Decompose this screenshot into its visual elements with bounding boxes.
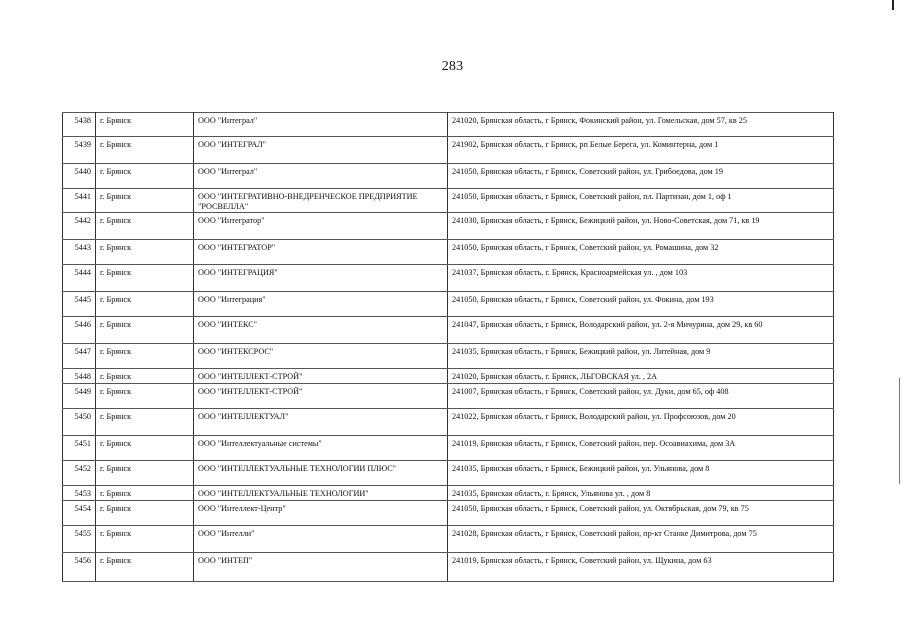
row-organization-name: ООО "Интелли"	[194, 526, 448, 553]
table-row	[63, 213, 834, 240]
table-row	[63, 164, 834, 189]
row-city: г. Брянск	[96, 292, 194, 317]
row-number: 5456	[63, 553, 96, 582]
row-city: г. Брянск	[96, 384, 194, 409]
row-number: 5454	[63, 501, 96, 526]
table-row	[63, 292, 834, 317]
row-organization-name: ООО "Интеграция"	[194, 292, 448, 317]
row-number: 5443	[63, 240, 96, 265]
row-city: г. Брянск	[96, 369, 194, 384]
row-city: г. Брянск	[96, 486, 194, 501]
table-row	[63, 486, 834, 501]
table-row	[63, 384, 834, 409]
table-row	[63, 461, 834, 486]
row-organization-name: ООО "Интеграл"	[194, 113, 448, 137]
row-address: 241037, Брянская область, г. Брянск, Красноармейская ул. , дом 103	[448, 265, 834, 292]
row-number: 5441	[63, 189, 96, 213]
row-address: 241028, Брянская область, г Брянск, Советский район, пр-кт Станке Димитрова, дом 75	[448, 526, 834, 553]
table-row	[63, 369, 834, 384]
row-address: 241050, Брянская область, г Брянск, Советский район, ул. Фокина, дом 193	[448, 292, 834, 317]
row-organization-name: ООО "ИНТЕГРАТИВНО-ВНЕДРЕНЧЕСКОЕ ПРЕДПРИЯТИЕ "РОСВЕЛЛА"	[194, 189, 448, 213]
row-organization-name: ООО "ИНТЕП"	[194, 553, 448, 582]
row-city: г. Брянск	[96, 189, 194, 213]
row-city: г. Брянск	[96, 501, 194, 526]
row-organization-name: ООО "Интеграл"	[194, 164, 448, 189]
row-address: 241035, Брянская область, г Брянск, Бежицкий район, ул. Литейная, дом 9	[448, 344, 834, 369]
row-address: 241020, Брянская область, г. Брянск, ЛЬГОВСКАЯ ул. , 2А	[448, 369, 834, 384]
table-row	[63, 553, 834, 582]
table-row	[63, 240, 834, 265]
row-number: 5444	[63, 265, 96, 292]
row-address: 241050, Брянская область, г Брянск, Советский район, пл. Партизан, дом 1, оф 1	[448, 189, 834, 213]
row-address: 241035, Брянская область, г. Брянск, Ульянова ул. , дом 8	[448, 486, 834, 501]
row-number: 5455	[63, 526, 96, 553]
row-organization-name: ООО "ИНТЕГРАЛ"	[194, 137, 448, 164]
row-address: 241050, Брянская область, г Брянск, Советский район, ул. Ромашина, дом 32	[448, 240, 834, 265]
table-row	[63, 317, 834, 344]
row-address: 241030, Брянская область, г Брянск, Бежицкий район, ул. Ново-Советская, дом 71, кв 19	[448, 213, 834, 240]
row-city: г. Брянск	[96, 164, 194, 189]
row-address: 241022, Брянская область, г Брянск, Володарский район, ул. Профсоюзов, дом 20	[448, 409, 834, 436]
row-organization-name: ООО "ИНТЕЛЛЕКТУАЛЬНЫЕ ТЕХНОЛОГИИ"	[194, 486, 448, 501]
row-organization-name: ООО "ИНТЕЛЛЕКТ-СТРОЙ"	[194, 369, 448, 384]
row-city: г. Брянск	[96, 436, 194, 461]
row-city: г. Брянск	[96, 265, 194, 292]
row-city: г. Брянск	[96, 461, 194, 486]
row-organization-name: ООО "Интеллектуальные системы"	[194, 436, 448, 461]
row-address: 241019, Брянская область, г Брянск, Советский район, ул. Щукина, дом 63	[448, 553, 834, 582]
row-city: г. Брянск	[96, 526, 194, 553]
table-row	[63, 501, 834, 526]
row-number: 5449	[63, 384, 96, 409]
row-number: 5450	[63, 409, 96, 436]
row-city: г. Брянск	[96, 113, 194, 137]
row-address: 241047, Брянская область, г Брянск, Володарский район, ул. 2-я Мичурина, дом 29, кв 60	[448, 317, 834, 344]
row-organization-name: ООО "ИНТЕЛЛЕКТУАЛ"	[194, 409, 448, 436]
row-city: г. Брянск	[96, 240, 194, 265]
row-address: 241050, Брянская область, г Брянск, Советский район, ул. Октябрьская, дом 79, кв 75	[448, 501, 834, 526]
row-address: 241020, Брянская область, г Брянск, Фокинский район, ул. Гомельская, дом 57, кв 25	[448, 113, 834, 137]
table-row	[63, 344, 834, 369]
row-address: 241035, Брянская область, г Брянск, Бежицкий район, ул. Ульянова, дом 8	[448, 461, 834, 486]
row-city: г. Брянск	[96, 344, 194, 369]
row-city: г. Брянск	[96, 553, 194, 582]
row-organization-name: ООО "ИНТЕГРАТОР"	[194, 240, 448, 265]
table-row	[63, 113, 834, 137]
row-number: 5451	[63, 436, 96, 461]
table-row	[63, 526, 834, 553]
row-number: 5448	[63, 369, 96, 384]
row-city: г. Брянск	[96, 137, 194, 164]
row-organization-name: ООО "ИНТЕКСРОС"	[194, 344, 448, 369]
row-organization-name: ООО "ИНТЕЛЛЕКТУАЛЬНЫЕ ТЕХНОЛОГИИ ПЛЮС"	[194, 461, 448, 486]
row-number: 5438	[63, 113, 96, 137]
row-organization-name: ООО "ИНТЕГРАЦИЯ"	[194, 265, 448, 292]
row-organization-name: ООО "ИНТЕКС"	[194, 317, 448, 344]
row-number: 5446	[63, 317, 96, 344]
row-city: г. Брянск	[96, 409, 194, 436]
scan-edge-line	[899, 378, 900, 484]
table-row	[63, 189, 834, 213]
row-number: 5442	[63, 213, 96, 240]
row-organization-name: ООО "Интеллект-Центр"	[194, 501, 448, 526]
scan-edge-mark	[892, 0, 894, 10]
row-address: 241019, Брянская область, г Брянск, Советский район, пер. Осоавиахима, дом 3А	[448, 436, 834, 461]
row-address: 241902, Брянская область, г Брянск, рп Белые Берега, ул. Коминтерна, дом 1	[448, 137, 834, 164]
page-number: 283	[441, 59, 464, 74]
row-organization-name: ООО "ИНТЕЛЛЕКТ-СТРОЙ"	[194, 384, 448, 409]
row-number: 5439	[63, 137, 96, 164]
table-row	[63, 436, 834, 461]
table-row	[63, 265, 834, 292]
row-number: 5447	[63, 344, 96, 369]
table-row	[63, 137, 834, 164]
registry-table-body	[63, 113, 834, 582]
row-address: 241007, Брянская область, г Брянск, Советский район, ул. Дуки, дом 65, оф 408	[448, 384, 834, 409]
row-number: 5445	[63, 292, 96, 317]
row-organization-name: ООО "Интегратор"	[194, 213, 448, 240]
row-number: 5452	[63, 461, 96, 486]
row-number: 5453	[63, 486, 96, 501]
row-city: г. Брянск	[96, 213, 194, 240]
row-address: 241050, Брянская область, г Брянск, Советский район, ул. Грибоедова, дом 19	[448, 164, 834, 189]
table-row	[63, 409, 834, 436]
row-city: г. Брянск	[96, 317, 194, 344]
registry-table	[62, 112, 834, 582]
row-number: 5440	[63, 164, 96, 189]
